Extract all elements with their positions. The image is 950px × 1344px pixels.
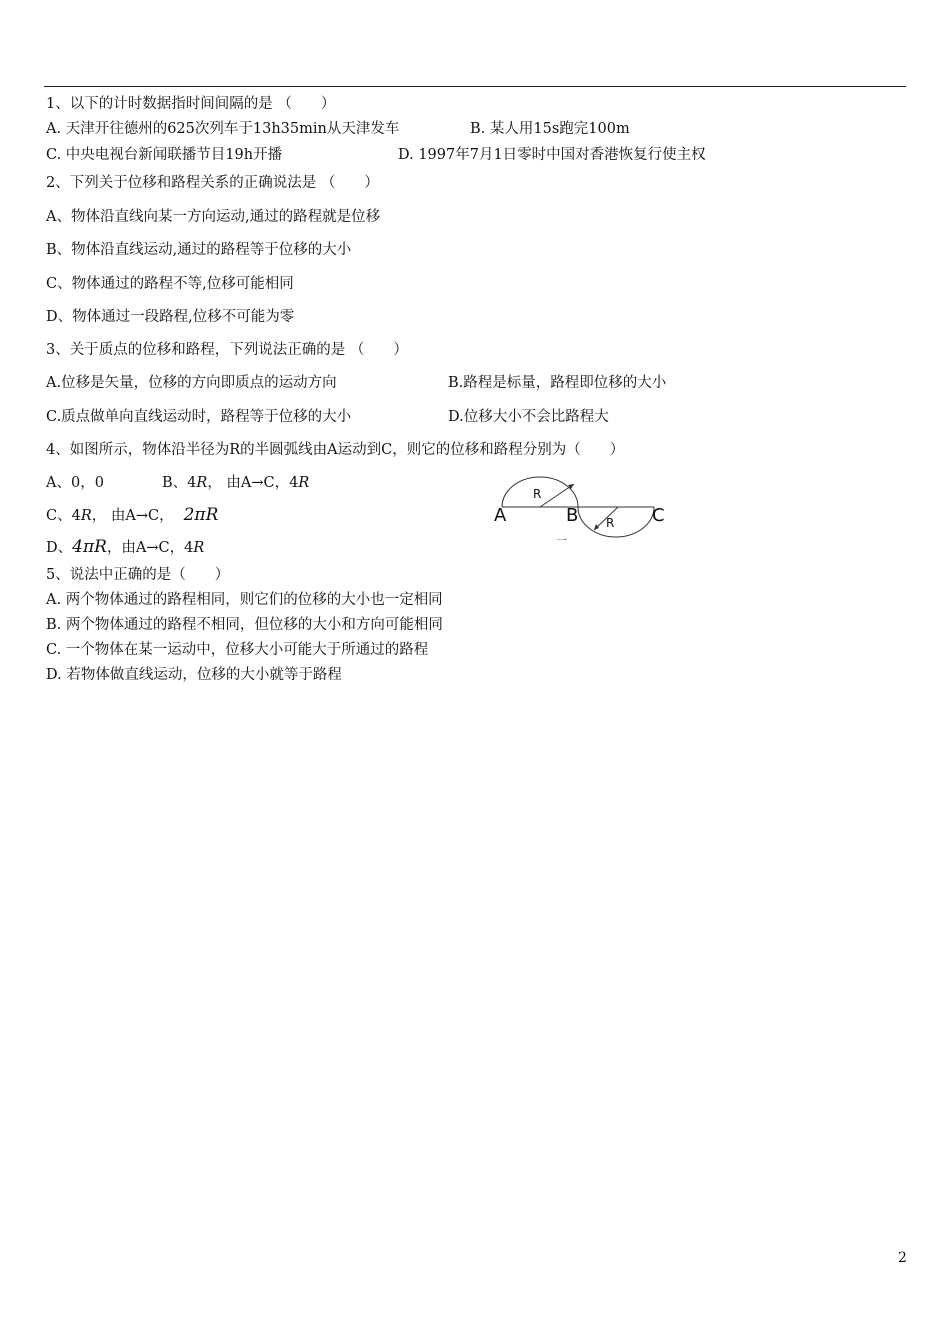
point-b-label: B: [566, 505, 579, 526]
q1-options-row-1: [46, 120, 630, 138]
q5-option-a: A. 两个物体通过的路程相同，则它们的位移的大小也一定相同: [46, 592, 443, 608]
q5-option-d: D. 若物体做直线运动，位移的大小就等于路程: [46, 667, 342, 683]
q1-option-d: D. 1997年7月1日零时中国对香港恢复行使主权: [398, 147, 706, 163]
q3-option-d: D.位移大小不会比路程大: [448, 409, 609, 425]
q4-option-d: D、4πR，由A→C，4R: [46, 537, 205, 557]
q2-option-a: A、物体沿直线向某一方向运动,通过的路程就是位移: [46, 209, 381, 225]
q3-option-b: B.路程是标量，路程即位移的大小: [448, 375, 667, 391]
point-a-label: A: [494, 505, 507, 526]
page-number: 2: [898, 1250, 907, 1266]
q5-option-b: B. 两个物体通过的路程不相同，但位移的大小和方向可能相同: [46, 617, 443, 633]
q1-option-c: C. 中央电视台新闻联播节目19h开播: [46, 147, 283, 163]
q1-stem: 1、以下的计时数据指时间间隔的是 （ ）: [46, 96, 336, 112]
radius-arrowhead-upper: [568, 484, 574, 489]
radius-label-lower: R: [606, 516, 615, 530]
q4-stem: 4、如图所示，物体沿半径为R的半圆弧线由A运动到C，则它的位移和路程分别为（ ）: [46, 442, 625, 458]
q2-option-b: B、物体沿直线运动,通过的路程等于位移的大小: [46, 242, 352, 258]
q5-stem: 5、说法中正确的是（ ）: [46, 567, 230, 583]
point-c-label: C: [652, 505, 665, 526]
q3-option-a: A.位移是矢量，位移的方向即质点的运动方向: [46, 375, 337, 391]
figure-caption: 一: [556, 534, 567, 547]
semicircle-path-diagram: [488, 472, 678, 548]
q4-option-c: C、4R， 由A→C， 2πR: [46, 505, 219, 525]
q2-stem: 2、下列关于位移和路程关系的正确说法是 （ ）: [46, 175, 379, 191]
q4-option-a: A、0，0: [46, 475, 104, 491]
radius-arrowhead-lower: [594, 524, 599, 530]
q2-option-d: D、物体通过一段路程,位移不可能为零: [46, 309, 295, 325]
q3-option-c: C.质点做单向直线运动时，路程等于位移的大小: [46, 409, 352, 425]
q1-option-a: A. 天津开往德州的625次列车于13h35min从天津发车: [46, 121, 400, 137]
q4-options-row-1: [46, 474, 310, 492]
radius-label-upper: R: [533, 487, 542, 501]
q3-options-row-2: [46, 408, 609, 426]
q1-options-row-2: [46, 146, 706, 164]
radius-arrow-upper: [540, 484, 574, 507]
q5-option-c: C. 一个物体在某一运动中，位移大小可能大于所通过的路程: [46, 642, 429, 658]
q3-stem: 3、关于质点的位移和路程，下列说法正确的是 （ ）: [46, 342, 408, 358]
q3-options-row-1: [46, 374, 667, 392]
lower-semicircle-arc: [578, 507, 654, 537]
q4-option-b: B、4R， 由A→C，4R: [162, 475, 310, 491]
q2-option-c: C、物体通过的路程不等,位移可能相同: [46, 276, 294, 292]
header-rule: [44, 86, 906, 87]
q1-option-b: B. 某人用15s跑完100m: [470, 121, 630, 137]
